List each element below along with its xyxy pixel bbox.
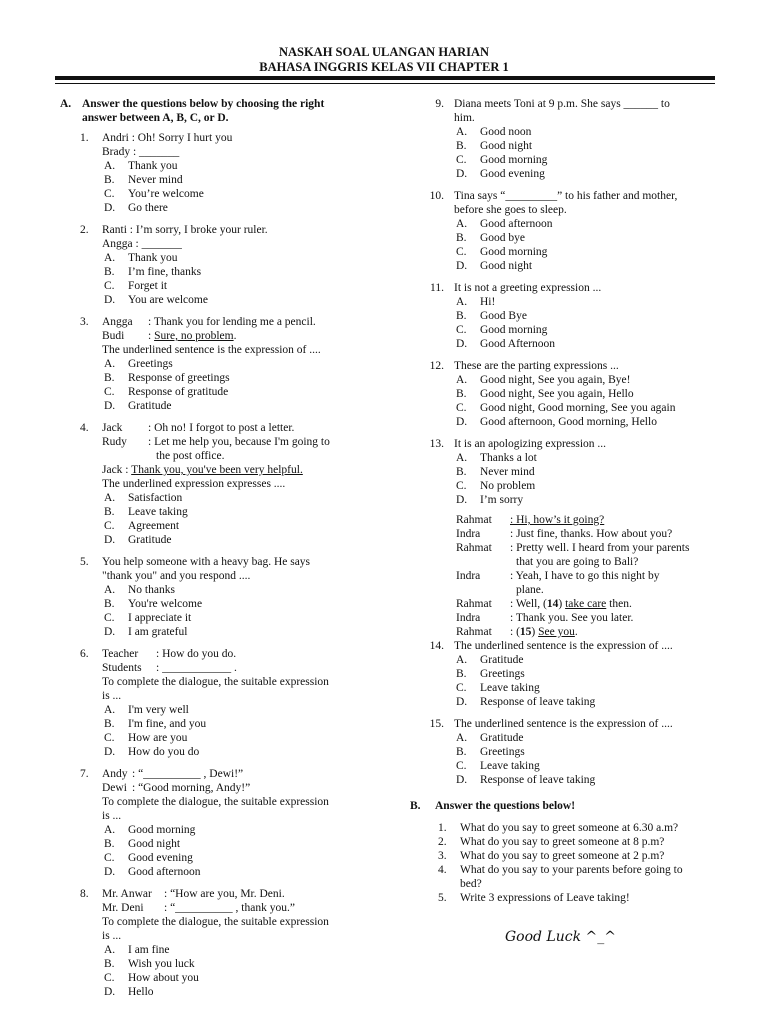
- option-c: C. Agreement: [104, 520, 180, 532]
- option-d: D. Good evening: [456, 168, 545, 180]
- option-c: C. Leave taking: [456, 682, 540, 694]
- option-b: B. Never mind: [104, 174, 183, 186]
- question-11: 11. It is not a greeting expression ... A. Hi! B. Good Bye C. Good morning D. Good Afternoon: [410, 281, 720, 351]
- left-column: [60, 97, 360, 1007]
- option-a: A. Good afternoon: [456, 218, 553, 230]
- option-d: D. Good afternoon: [104, 866, 201, 878]
- option-b: B. Wish you luck: [104, 958, 195, 970]
- option-d: D. You are welcome: [104, 294, 208, 306]
- question-10: 10. Tina says “_________” to his father and mother, before she goes to sleep. A. Good afternoon B. Good bye C. Good morning D. Good night: [410, 189, 720, 273]
- question-6: 6. Teacher : How do you do. Students : ____________ . To complete the dialogue, the suitable expression is ... A. I'm very well B. I'm fine, and you C. How are you D. How do you do: [60, 647, 360, 759]
- essay-question-4: 4. What do you say to your parents before going to bed?: [438, 864, 683, 890]
- option-b: B. Greetings: [456, 668, 525, 680]
- option-d: D. Good Afternoon: [456, 338, 556, 350]
- question-2: 2. Ranti : I’m sorry, I broke your ruler. Angga : _______ A. Thank you B. I’m fine, thanks C. Forget it D. You are welcome: [60, 223, 360, 307]
- right-column: [410, 97, 720, 905]
- option-a: A. Good night, See you again, Bye!: [456, 374, 631, 386]
- option-a: A. Good morning: [104, 824, 196, 836]
- header-rule-thin: [55, 83, 715, 84]
- option-a: A. Gratitude: [456, 732, 524, 744]
- option-b: B. Never mind: [456, 466, 535, 478]
- essay-question-1: 1. What do you say to greet someone at 6.30 a.m?: [438, 822, 679, 834]
- option-a: A. Good noon: [456, 126, 532, 138]
- option-c: C. Good evening: [104, 852, 193, 864]
- option-c: C. You’re welcome: [104, 188, 204, 200]
- option-c: C. Response of gratitude: [104, 386, 229, 398]
- option-a: A. Satisfaction: [104, 492, 183, 504]
- option-c: C. Forget it: [104, 280, 168, 292]
- essay-question-3: 3. What do you say to greet someone at 2 p.m?: [438, 850, 665, 862]
- option-c: C. Leave taking: [456, 760, 540, 772]
- option-d: D. I am grateful: [104, 626, 188, 638]
- essay-question-5: 5. Write 3 expressions of Leave taking!: [438, 892, 630, 904]
- option-a: A. Hi!: [456, 296, 496, 308]
- question-3: 3. Angga : Thank you for lending me a pencil. Budi : Sure, no problem. The underlined sentence is the expression of .... A. Greetings B. Response of greetings C. Response of gratitude D. Gratitude: [60, 315, 360, 413]
- question-15: 15. The underlined sentence is the expression of .... A. Gratitude B. Greetings C. Leave taking D. Response of leave taking: [410, 717, 720, 787]
- section-b-heading: B. Answer the questions below!: [410, 800, 576, 812]
- option-a: A. Greetings: [104, 358, 173, 370]
- option-c: C. I appreciate it: [104, 612, 192, 624]
- option-d: D. Gratitude: [104, 400, 172, 412]
- option-d: D. Good afternoon, Good morning, Hello: [456, 416, 657, 428]
- question-4: 4. Jack : Oh no! I forgot to post a letter. Rudy : Let me help you, because I'm going to the post office. Jack : Thank you, you've been very helpful. The underlined expression expresses .... A. Satisfaction B. Leave taking C. Agreement D. Gratitude: [60, 421, 360, 547]
- option-a: A. No thanks: [104, 584, 175, 596]
- option-b: B. Response of greetings: [104, 372, 230, 384]
- option-c: C. Good morning: [456, 246, 548, 258]
- option-c: C. Good morning: [456, 324, 548, 336]
- title-line-2: BAHASA INGGRIS KELAS VII CHAPTER 1: [259, 60, 509, 74]
- question-1: 1. Andri : Oh! Sorry I hurt you Brady : _______ A. Thank you B. Never mind C. You’re welcome D. Go there: [60, 131, 360, 215]
- title-line-1: NASKAH SOAL ULANGAN HARIAN: [278, 45, 490, 59]
- option-c: C. Good morning: [456, 154, 548, 166]
- option-c: C. Good night, Good morning, See you again: [456, 402, 676, 414]
- option-c: C. How are you: [104, 732, 188, 744]
- option-b: B. Good night, See you again, Hello: [456, 388, 634, 400]
- dialogue-block: Rahmat : Hi, how’s it going? Indra : Just fine, thanks. How about you? Rahmat : Pretty well. I heard from your parents that you are going to Bali? Indra : Yeah, I have to go this night by plane. Rahmat : Well, (14) take care then. Indra : Thank you. See you later. Rahmat : (15) See you.: [456, 514, 690, 638]
- option-b: B. You're welcome: [104, 598, 203, 610]
- option-d: D. I’m sorry: [456, 494, 524, 506]
- option-b: B. I’m fine, thanks: [104, 266, 202, 278]
- option-a: A. Thanks a lot: [456, 452, 537, 464]
- option-d: D. Go there: [104, 202, 168, 214]
- option-c: C. How about you: [104, 972, 199, 984]
- option-d: D. Gratitude: [104, 534, 172, 546]
- question-7: 7. Andy : “__________ , Dewi!” Dewi : “Good morning, Andy!” To complete the dialogue, the suitable expression is ... A. Good morning B. Good night C. Good evening D. Good afternoon: [60, 767, 360, 879]
- option-a: A. Gratitude: [456, 654, 524, 666]
- option-c: C. No problem: [456, 480, 536, 492]
- essay-question-2: 2. What do you say to greet someone at 8 p.m?: [438, 836, 665, 848]
- question-8: 8. Mr. Anwar : “How are you, Mr. Deni. Mr. Deni : “__________ , thank you.” To complete the dialogue, the suitable expression is ... A. I am fine B. Wish you luck C. How about you D. Hello: [60, 887, 360, 999]
- option-b: B. Good night: [456, 140, 533, 152]
- option-d: D. Hello: [104, 986, 154, 998]
- option-d: D. Good night: [456, 260, 533, 272]
- option-b: B. I'm fine, and you: [104, 718, 207, 730]
- question-12: 12. These are the parting expressions ... A. Good night, See you again, Bye! B. Good night, See you again, Hello C. Good night, Good morning, See you again D. Good afternoon, Good morning, Hello: [410, 359, 720, 429]
- option-d: D. How do you do: [104, 746, 200, 758]
- question-13: 13. It is an apologizing expression ... A. Thanks a lot B. Never mind C. No problem D. I’m sorry: [410, 437, 720, 507]
- question-9: 9. Diana meets Toni at 9 p.m. She says ______ to him. A. Good noon B. Good night C. Good morning D. Good evening: [410, 97, 720, 181]
- question-5: 5. You help someone with a heavy bag. He says "thank you" and you respond .... A. No thanks B. You're welcome C. I appreciate it D. I am grateful: [60, 555, 360, 639]
- header-rule-thick: [55, 76, 715, 80]
- option-a: A. Thank you: [104, 252, 178, 264]
- option-b: B. Good night: [104, 838, 181, 850]
- option-a: A. I'm very well: [104, 704, 189, 716]
- option-b: B. Good Bye: [456, 310, 527, 322]
- option-b: B. Good bye: [456, 232, 526, 244]
- option-a: A. Thank you: [104, 160, 178, 172]
- option-b: B. Greetings: [456, 746, 525, 758]
- option-d: D. Response of leave taking: [456, 696, 596, 708]
- option-a: A. I am fine: [104, 944, 170, 956]
- section-a-heading: A. Answer the questions below by choosing the right answer between A, B, C, or D.: [60, 98, 325, 124]
- option-b: B. Leave taking: [104, 506, 188, 518]
- question-14: 14. The underlined sentence is the expression of .... A. Gratitude B. Greetings C. Leave taking D. Response of leave taking: [410, 639, 720, 709]
- closing-good-luck: Good Luck ^_^: [505, 929, 617, 945]
- option-d: D. Response of leave taking: [456, 774, 596, 786]
